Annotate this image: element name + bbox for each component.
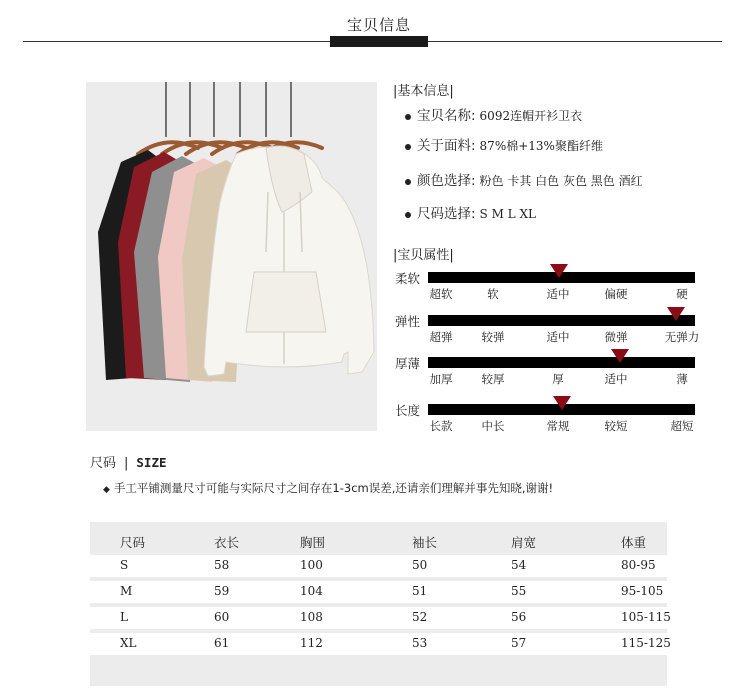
size-table — [90, 522, 671, 686]
attribute-selected-marker-icon — [550, 264, 568, 278]
attribute-selected-marker-icon — [611, 349, 629, 363]
table-header-cell: 衣长 — [214, 535, 240, 550]
info-key: 宝贝名称: — [417, 108, 476, 124]
size-section-title — [90, 452, 167, 471]
size-title-cn: 尺码 — [90, 456, 117, 471]
attribute-option: 超软 — [429, 287, 453, 301]
table-header-cell: 尺码 — [120, 535, 146, 550]
attribute-option: 较厚 — [481, 372, 505, 386]
attribute-option: 超短 — [670, 419, 694, 433]
attribute-selected-marker-icon — [553, 396, 571, 410]
info-value: 87%棉+13%聚酯纤维 — [479, 139, 603, 153]
attribute-option: 适中 — [604, 372, 628, 386]
table-cell: 80-95 — [621, 558, 656, 572]
table-header-cell: 袖长 — [412, 535, 438, 550]
table-cell: 105-115 — [621, 610, 671, 624]
table-header-row — [90, 530, 667, 552]
attribute-option: 常规 — [546, 419, 570, 433]
table-cell: 53 — [412, 636, 428, 650]
info-row-sizes — [405, 202, 536, 222]
attribute-option: 硬 — [676, 287, 688, 301]
info-value: 粉色 卡其 白色 灰色 黑色 酒红 — [479, 174, 643, 188]
attribute-option: 软 — [487, 287, 499, 301]
bullet-dot-icon — [405, 144, 411, 150]
attribute-option: 微弹 — [604, 330, 628, 344]
attribute-option: 加厚 — [429, 372, 453, 386]
bullet-dot-icon — [405, 114, 411, 120]
attribute-label: 厚薄 — [395, 356, 421, 371]
table-cell: 61 — [214, 636, 230, 650]
info-row-name — [405, 104, 582, 124]
attribute-scale-bar — [428, 357, 695, 368]
bullet-dot-icon — [405, 212, 411, 218]
table-cell: L — [120, 610, 128, 624]
table-row — [90, 555, 667, 577]
diamond-bullet-icon: ◆ — [103, 485, 110, 495]
basic-info-heading: |基本信息| — [393, 84, 454, 99]
table-cell: 108 — [300, 610, 323, 624]
info-key: 尺码选择: — [417, 206, 476, 222]
info-key: 关于面料: — [417, 138, 476, 154]
attribute-option: 适中 — [546, 330, 570, 344]
table-cell: 50 — [412, 558, 428, 572]
table-cell: 60 — [214, 610, 230, 624]
info-value: 6092连帽开衫卫衣 — [479, 109, 583, 123]
bullet-dot-icon — [405, 179, 411, 185]
size-title-en: SIZE — [136, 455, 167, 470]
table-cell: S — [120, 558, 129, 572]
hoodies-on-hangers-illustration — [86, 82, 377, 431]
attribute-option: 较弹 — [481, 330, 505, 344]
table-header-cell: 体重 — [621, 535, 647, 550]
size-note — [103, 480, 553, 496]
table-cell: 51 — [412, 584, 428, 598]
info-value: S M L XL — [479, 207, 536, 221]
attribute-option: 超弹 — [429, 330, 453, 344]
attribute-option: 无弹力 — [664, 330, 700, 344]
attribute-label: 长度 — [395, 403, 421, 418]
attribute-option: 较短 — [604, 419, 628, 433]
attribute-option: 适中 — [546, 287, 570, 301]
info-row-colors — [405, 169, 643, 189]
table-cell: 95-105 — [621, 584, 664, 598]
table-cell: 112 — [300, 636, 323, 650]
table-row — [90, 581, 667, 603]
attribute-label: 弹性 — [395, 314, 421, 329]
page-title: 宝贝信息 — [346, 16, 411, 34]
table-cell: 115-125 — [621, 636, 671, 650]
table-cell: 55 — [511, 584, 527, 598]
attribute-option: 长款 — [429, 419, 453, 433]
table-header-cell: 胸围 — [300, 535, 326, 550]
table-cell: 56 — [511, 610, 527, 624]
size-note-text: 手工平铺测量尺寸可能与实际尺寸之间存在1-3cm误差,还请亲们理解并事先知晓,谢谢! — [113, 481, 554, 495]
table-cell: M — [120, 584, 133, 598]
table-cell: 104 — [300, 584, 323, 598]
attribute-scale-bar — [428, 315, 695, 326]
size-title-separator: | — [124, 456, 129, 471]
attributes-heading: |宝贝属性| — [393, 248, 454, 263]
attribute-selected-marker-icon — [667, 307, 685, 321]
attribute-option: 薄 — [676, 372, 688, 386]
attribute-option: 厚 — [552, 372, 564, 386]
table-cell: 52 — [412, 610, 428, 624]
table-row — [90, 633, 671, 655]
table-header-cell: 肩宽 — [511, 535, 537, 550]
table-row — [90, 607, 671, 629]
info-row-fabric — [405, 134, 603, 154]
table-cell: 59 — [214, 584, 230, 598]
table-cell: 100 — [300, 558, 323, 572]
attribute-label: 柔软 — [395, 271, 421, 286]
table-cell: XL — [120, 636, 137, 650]
header-title-bar — [330, 36, 428, 47]
table-cell: 57 — [511, 636, 527, 650]
info-key: 颜色选择: — [417, 173, 476, 189]
table-cell: 58 — [214, 558, 230, 572]
table-cell: 54 — [511, 558, 527, 572]
product-photo — [86, 82, 377, 431]
attribute-option: 偏硬 — [604, 287, 628, 301]
attribute-option: 中长 — [481, 419, 505, 433]
